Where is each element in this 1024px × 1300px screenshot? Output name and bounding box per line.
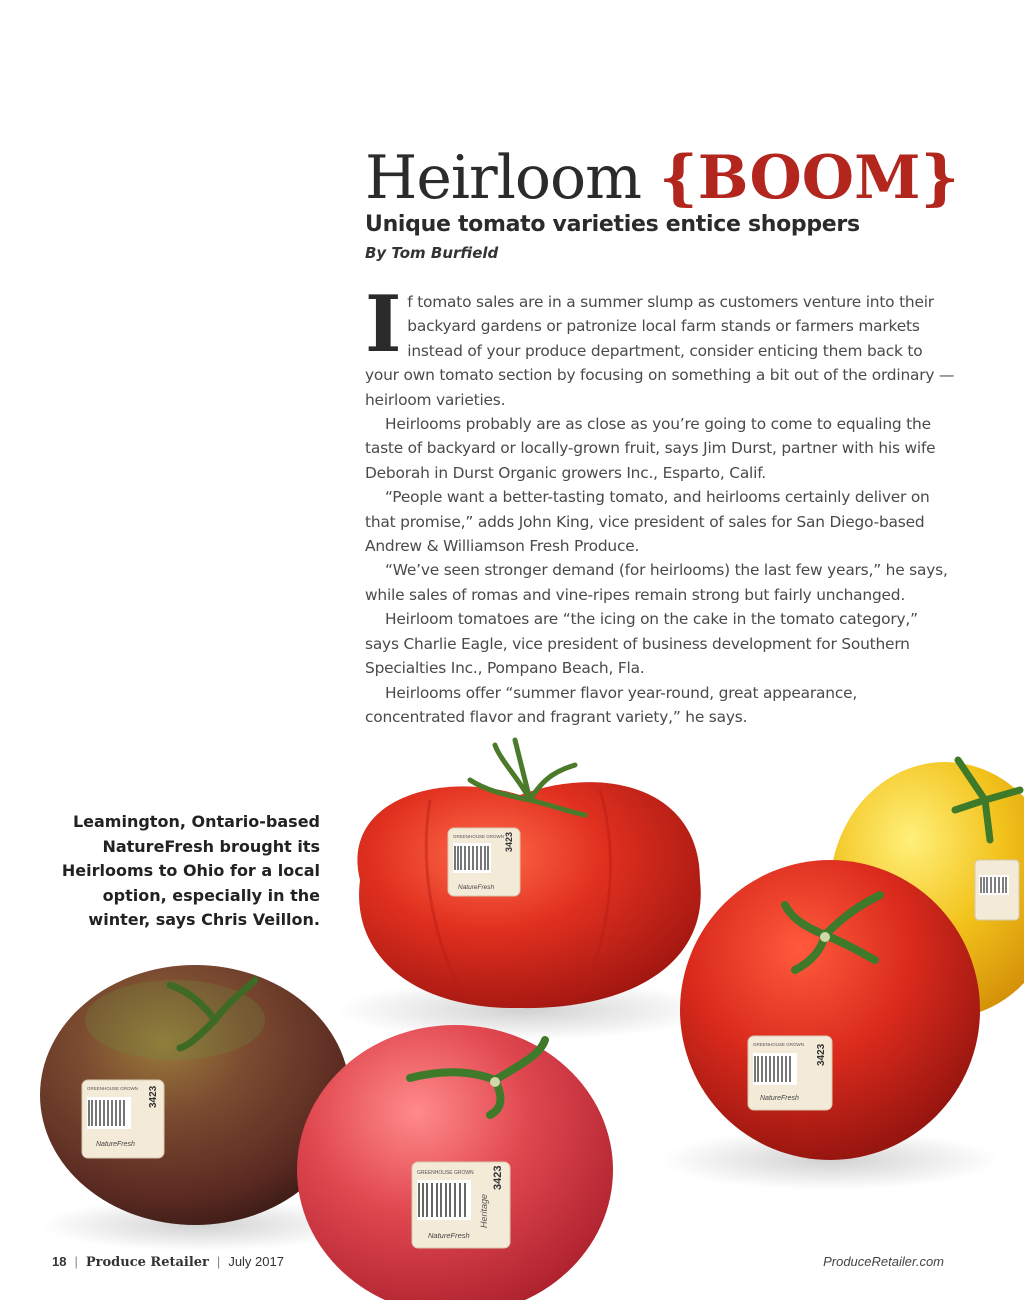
article-paragraph-3: “People want a better-tasting tomato, and heirlooms certainly deliver on that promise,” adds John King, vice president of sales for San Diego-based Andrew & Williamson Fresh Produce. (365, 488, 930, 556)
sticker-heading: GREENHOUSE GROWN (87, 1086, 139, 1091)
sticker-heading: GREENHOUSE GROWN (453, 834, 505, 839)
sticker-plu: 3423 (492, 1165, 504, 1190)
sticker-plu: 3423 (148, 1085, 159, 1108)
red-tomato-large (357, 740, 700, 1008)
article-body (365, 279, 955, 729)
website-link[interactable]: ProduceRetailer.com (823, 1254, 944, 1269)
drop-cap: I (365, 279, 402, 370)
issue-date: July 2017 (228, 1254, 284, 1269)
footer-divider: | (74, 1254, 78, 1269)
headline-main: Heirloom (365, 143, 642, 213)
red-tomato-medium (680, 860, 980, 1160)
footer-divider: | (216, 1254, 221, 1269)
article-paragraph-4: “We’ve seen stronger demand (for heirlooms) the last few years,” he says, while sales of romas and vine-ripes remain strong but fairly unchanged. (365, 561, 948, 604)
sticker-plu: 3423 (504, 831, 514, 852)
sticker-company: NatureFresh (428, 1231, 470, 1240)
produce-sticker-medium-red (748, 1036, 832, 1110)
sticker-company: NatureFresh (458, 884, 495, 891)
photo-caption: Leamington, Ontario-based NatureFresh brought its Heirlooms to Ohio for a local option, especially in the winter, says Chris Veillon. (61, 812, 320, 929)
sticker-plu: 3423 (816, 1043, 827, 1066)
headline (365, 138, 959, 218)
sticker-heading: GREENHOUSE GROWN (753, 1042, 805, 1047)
produce-sticker (975, 860, 1019, 920)
sticker-heading: GREENHOUSE GROWN (417, 1170, 474, 1176)
tomato-photo (0, 720, 1024, 1300)
page-footer-left (52, 1254, 284, 1270)
magazine-name: Produce Retailer (85, 1255, 209, 1270)
article-paragraph-1: If tomato sales are in a summer slump as customers venture into their backyard gardens or patronize local farm stands or farmers markets instead of your produce department, consider enticing them back to your own tomato section by focusing on something a bit out of the ordinary — heirloom varieties. (365, 279, 955, 409)
article-paragraph-6: Heirlooms offer “summer flavor year-round, great appearance, concentrated flavor and fragrant variety,” he says. (365, 683, 858, 726)
article-paragraph-2: Heirlooms probably are as close as you’re going to come to equaling the taste of backyard or locally-grown fruit, says Jim Durst, partner with his wife Deborah in Durst Organic growers Inc., Esparto, Calif. (365, 415, 936, 482)
produce-sticker-pink (412, 1162, 510, 1248)
page-number: 18 (52, 1254, 67, 1269)
headline-accent: {BOOM} (659, 143, 960, 213)
produce-sticker-purple (82, 1080, 164, 1158)
byline: By Tom Burfield (365, 244, 499, 262)
article-paragraph-5: Heirloom tomatoes are “the icing on the cake in the tomato category,” says Charlie Eagle, vice president of business development for Southern Specialties Inc., Pompano Beach, Fla. (365, 610, 918, 678)
produce-sticker-large-red (448, 828, 520, 896)
sticker-company: NatureFresh (96, 1141, 135, 1148)
sticker-company: NatureFresh (760, 1095, 799, 1102)
sticker-brand: Heritage (479, 1193, 489, 1228)
subheadline: Unique tomato varieties entice shoppers (365, 212, 860, 237)
